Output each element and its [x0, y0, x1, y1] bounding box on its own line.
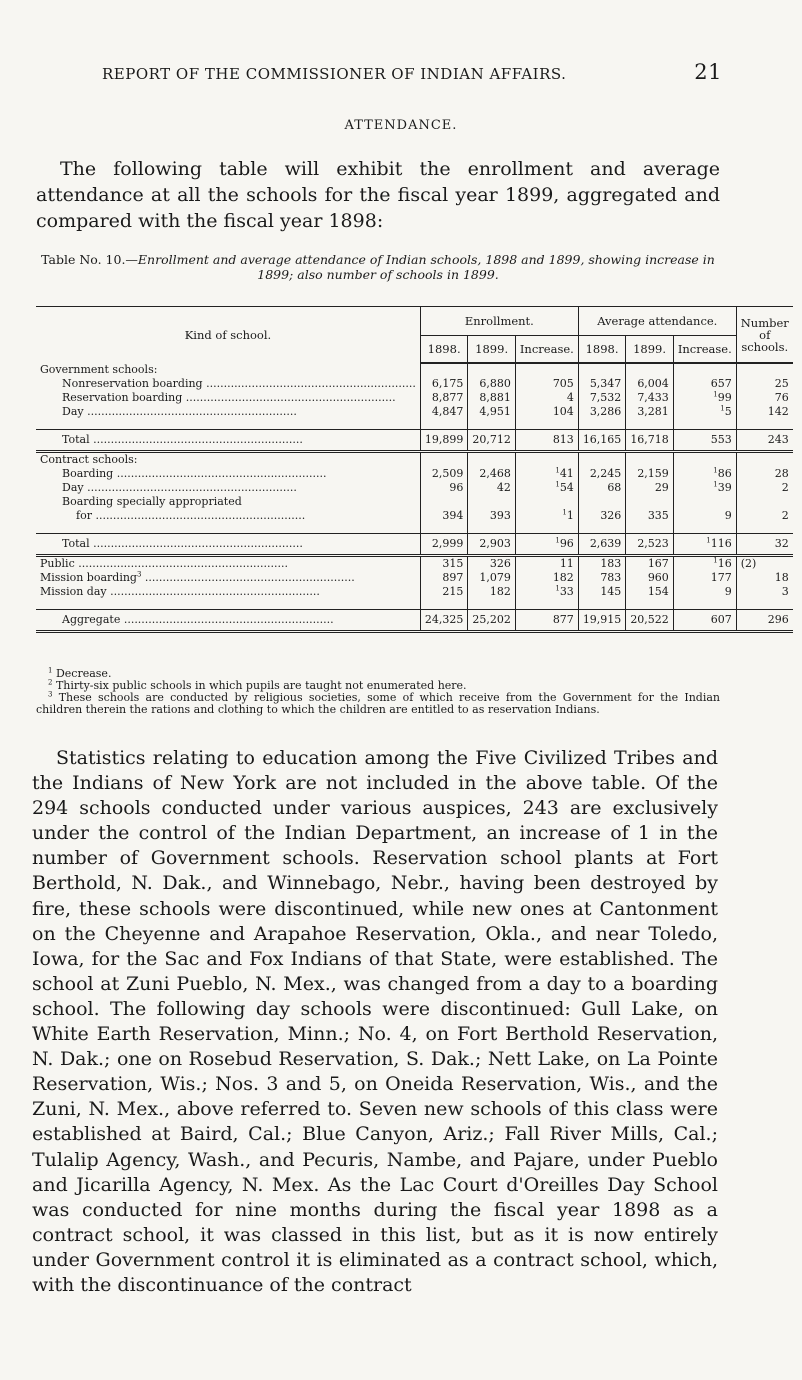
- cell: 783: [578, 571, 626, 585]
- cell: 553: [673, 430, 736, 452]
- cell: 16,165: [578, 430, 626, 452]
- cell: 11: [515, 556, 578, 572]
- cell: 104: [515, 405, 578, 419]
- cell: 4,951: [468, 405, 516, 419]
- cell: 5,347: [578, 377, 626, 391]
- cell: 24,325: [420, 610, 468, 632]
- cell: 5: [724, 405, 732, 418]
- header-enrollment: Enrollment.: [420, 307, 578, 336]
- row-label-continued: for: [76, 509, 92, 522]
- header-attend-increase: Increase.: [673, 336, 736, 364]
- cell: 42: [468, 481, 516, 495]
- cell: 16,718: [626, 430, 674, 452]
- cell: 326: [468, 556, 516, 572]
- cell: 960: [626, 571, 674, 585]
- body-paragraph: Statistics relating to education among the Five Civilized Tribes and the Indians of New York are not included in the above table. Of the 294 schools conducted under various auspices, 243 are exclusively under the control of the Indian Department, an increase of 1 in the number of Government schools. Reservation school plants at Fort Berthold, N. Dak., and Winnebago, Nebr., having been destroyed by fire, these schools were discontinued, while new ones at Cantonment on the Cheyenne and Arapahoe Reservation, Okla., and near Toledo, Iowa, for the Sac and Fox Indians of that State, were established. The school at Zuni Pueblo, N. Mex., was changed from a day to a boarding school. The following day schools were discontinued: Gull Lake, on White Earth Reservation, Minn.; No. 4, on Fort Berthold Reservation, N. Dak.; one on Rosebud Reservation, S. Dak.; Nett Lake, on La Pointe Reservation, Wis.; Nos. 3 and 5, on Oneida Reservation, Wis., and the Zuni, N. Mex., above referred to. Seven new schools of this class were established at Baird, Cal.; Blue Canyon, Ariz.; Fall River Mills, Cal.; Tulalip Agency, Wash., and Pecuris, Nambe, and Pajare, under Pueblo and Jicarilla Agency, N. Mex. As the Lac Court d'Oreilles Day School was conducted for nine months during the fiscal year 1898 as a contract school, it was classed in this list, but as it is now entirely under Government control it is eliminated as a contract school, which, with the discontinuance of the contract: [32, 747, 718, 1296]
- cell: 607: [673, 610, 736, 632]
- gov-heading: Government schools:: [40, 363, 158, 376]
- footnote-mark: 3: [48, 690, 53, 699]
- cell: 167: [626, 556, 674, 572]
- cell: 6,175: [420, 377, 468, 391]
- cell: 8,877: [420, 391, 468, 405]
- cell: 19,915: [578, 610, 626, 632]
- cell: 7,532: [578, 391, 626, 405]
- header-enroll-1898: 1898.: [420, 336, 468, 364]
- cell: 6,880: [468, 377, 516, 391]
- footnote-text: These schools are conducted by religious societies, some of which receive from the Government for the Indian children therein the rations and clothing to which the children are entitled to as reservation Indians.: [36, 691, 720, 716]
- table-row: [36, 556, 793, 572]
- decrease-mark: 1: [555, 480, 560, 489]
- cell: 182: [468, 585, 516, 599]
- cell: 54: [559, 481, 574, 494]
- row-label: Mission boarding: [40, 571, 137, 584]
- decrease-mark: 1: [555, 584, 560, 593]
- cell: 2: [736, 481, 793, 495]
- decrease-mark: 1: [713, 466, 718, 475]
- row-label: Reservation boarding: [62, 391, 183, 404]
- cell: 6,004: [626, 377, 674, 391]
- decrease-mark: 1: [713, 390, 718, 399]
- decrease-mark: 1: [720, 404, 725, 413]
- cell: 877: [515, 610, 578, 632]
- cell: 1: [566, 509, 574, 522]
- cell: 2,639: [578, 534, 626, 556]
- cell: 86: [717, 467, 732, 480]
- footnotes: [36, 668, 720, 716]
- total-row: [36, 534, 793, 556]
- cell: 705: [515, 377, 578, 391]
- cell: 9: [673, 585, 736, 599]
- cell: 99: [717, 391, 732, 404]
- table-row: [36, 585, 793, 599]
- cell: 32: [736, 534, 793, 556]
- cell: 19,899: [420, 430, 468, 452]
- cell: (2): [736, 556, 793, 572]
- cell: 25,202: [468, 610, 516, 632]
- cell: 2,999: [420, 534, 468, 556]
- decrease-mark: 1: [713, 556, 718, 565]
- header-attend-1898: 1898.: [578, 336, 626, 364]
- decrease-mark: 1: [706, 536, 711, 545]
- cell: 2,245: [578, 467, 626, 481]
- header-enroll-1899: 1899.: [468, 336, 516, 364]
- running-head: [102, 60, 722, 84]
- page-number: 21: [694, 60, 722, 84]
- table-caption: [36, 252, 720, 282]
- cell: 897: [420, 571, 468, 585]
- cell: 2,903: [468, 534, 516, 556]
- cell: 3: [736, 585, 793, 599]
- table-row: [36, 391, 793, 405]
- category-row: [36, 452, 793, 468]
- report-title: REPORT OF THE COMMISSIONER OF INDIAN AFFAIRS.: [102, 65, 567, 83]
- cell: 4: [515, 391, 578, 405]
- footnote-mark: 3: [136, 571, 142, 579]
- header-enroll-increase: Increase.: [515, 336, 578, 364]
- cell: 2,468: [468, 467, 516, 481]
- table-row: [36, 377, 793, 391]
- cell: 2: [736, 509, 793, 523]
- cell: 96: [420, 481, 468, 495]
- footnote-mark: 2: [48, 678, 53, 687]
- cell: 9: [673, 509, 736, 523]
- footnote-text: Decrease.: [55, 667, 112, 680]
- cell: 20,712: [468, 430, 516, 452]
- cell: 393: [468, 509, 516, 523]
- decrease-mark: 1: [555, 536, 560, 545]
- cell: 177: [673, 571, 736, 585]
- cell: 29: [626, 481, 674, 495]
- cell: 215: [420, 585, 468, 599]
- cell: 16: [717, 557, 732, 570]
- table-caption-label: Table No. 10.: [41, 252, 126, 267]
- table-row: [36, 495, 793, 509]
- cell: 182: [515, 571, 578, 585]
- table-row: [36, 571, 793, 585]
- cell: 33: [559, 585, 574, 598]
- row-label: Mission day: [40, 585, 107, 598]
- table-caption-text: —Enrollment and average attendance of Indian schools, 1898 and 1899, showing increase in 1899; also number of schools in 1899.: [125, 252, 715, 282]
- header-kind: Kind of school.: [36, 307, 420, 364]
- table-row: [36, 509, 793, 523]
- cell: 145: [578, 585, 626, 599]
- intro-paragraph: The following table will exhibit the enrollment and average attendance at all the schools for the fiscal year 1899, aggregated and compared with the fiscal year 1898:: [36, 158, 720, 232]
- cell: 335: [626, 509, 674, 523]
- cell: 76: [736, 391, 793, 405]
- decrease-mark: 1: [555, 466, 560, 475]
- cell: 326: [578, 509, 626, 523]
- row-label: Public: [40, 557, 75, 570]
- cell: 243: [736, 430, 793, 452]
- cell: 41: [559, 467, 574, 480]
- cell: 4,847: [420, 405, 468, 419]
- header-attend-1899: 1899.: [626, 336, 674, 364]
- cell: 3,286: [578, 405, 626, 419]
- table-row: [36, 481, 793, 495]
- cell: 8,881: [468, 391, 516, 405]
- cell: 18: [736, 571, 793, 585]
- enrollment-attendance-table: [36, 306, 793, 633]
- cell: 296: [736, 610, 793, 632]
- row-label: Total: [62, 433, 90, 446]
- row-label: Day: [62, 405, 84, 418]
- decrease-mark: 1: [713, 480, 718, 489]
- cell: 315: [420, 556, 468, 572]
- cell: 25: [736, 377, 793, 391]
- decrease-mark: 1: [562, 508, 567, 517]
- table-row: [36, 467, 793, 481]
- cell: 28: [736, 467, 793, 481]
- row-label: Nonreservation boarding: [62, 377, 203, 390]
- cell: 183: [578, 556, 626, 572]
- contract-heading: Contract schools:: [40, 453, 138, 466]
- cell: 116: [710, 537, 732, 550]
- header-number: Number of schools.: [736, 307, 793, 364]
- aggregate-row: [36, 610, 793, 632]
- cell: 2,523: [626, 534, 674, 556]
- footnote-text: Thirty-six public schools in which pupils are taught not enumerated here.: [55, 679, 467, 692]
- row-label: Day: [62, 481, 84, 494]
- cell: 20,522: [626, 610, 674, 632]
- row-label: Total: [62, 537, 90, 550]
- cell: 39: [717, 481, 732, 494]
- cell: 96: [559, 537, 574, 550]
- row-label: Boarding specially appropriated: [62, 495, 242, 508]
- cell: 394: [420, 509, 468, 523]
- cell: 3,281: [626, 405, 674, 419]
- cell: 1,079: [468, 571, 516, 585]
- total-row: [36, 430, 793, 452]
- cell: 142: [736, 405, 793, 419]
- cell: 2,509: [420, 467, 468, 481]
- row-label: Boarding: [62, 467, 114, 480]
- cell: 68: [578, 481, 626, 495]
- category-row: [36, 363, 793, 377]
- row-label: Aggregate: [62, 613, 121, 626]
- cell: 657: [673, 377, 736, 391]
- cell: 813: [515, 430, 578, 452]
- section-title: ATTENDANCE.: [344, 118, 458, 133]
- table-row: [36, 405, 793, 419]
- header-attendance: Average attendance.: [578, 307, 736, 336]
- cell: 7,433: [626, 391, 674, 405]
- footnote: [36, 692, 720, 716]
- cell: 2,159: [626, 467, 674, 481]
- footnote-mark: 1: [48, 666, 53, 675]
- cell: 154: [626, 585, 674, 599]
